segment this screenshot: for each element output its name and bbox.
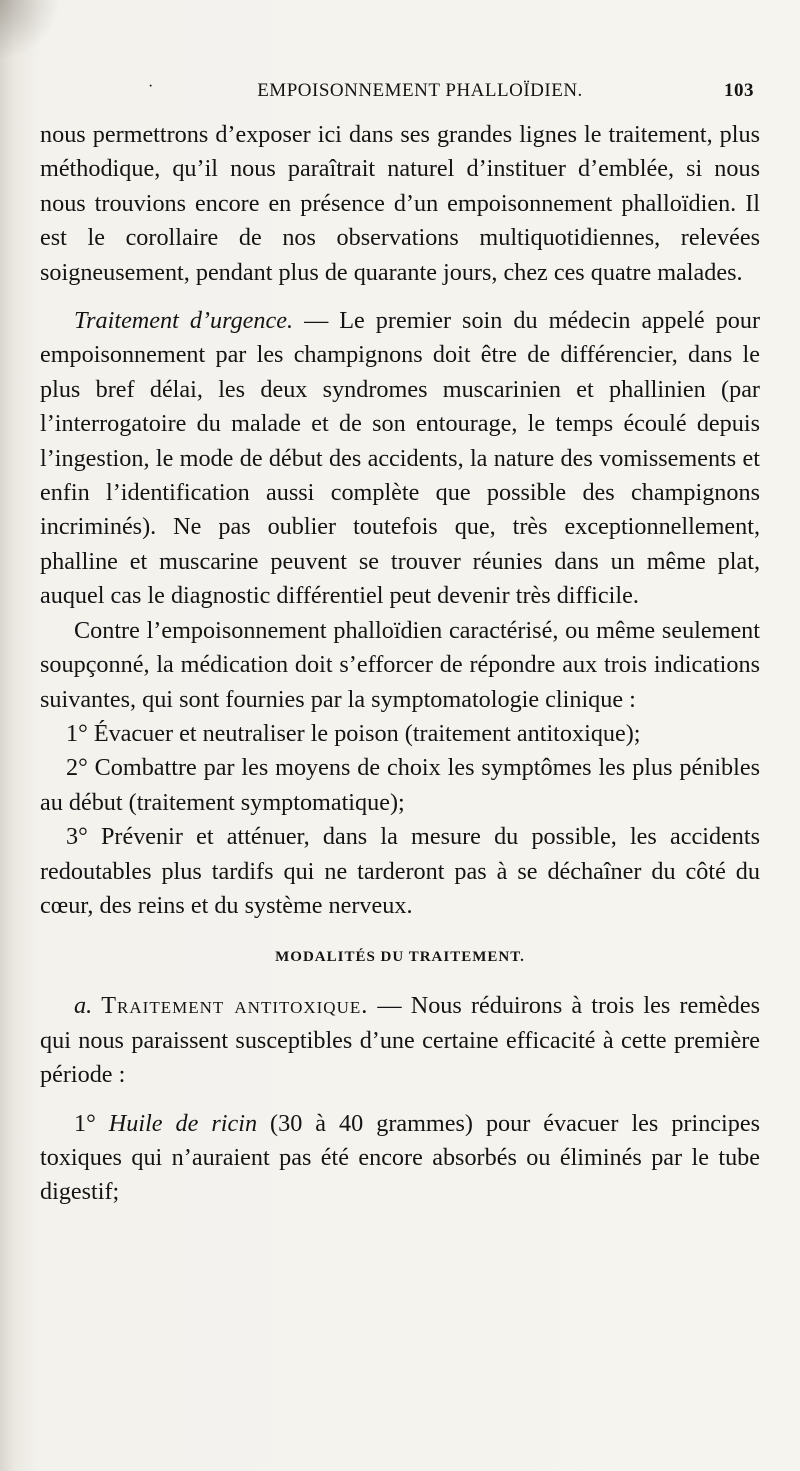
paragraph-indications: Contre l’empoisonnement phalloïdien caractérisé, ou même seulement soupçonné, la médication doit s’efforcer de répondre aux trois indications suivantes, qui sont fournies par la symptomatologie clinique : [40, 616, 760, 713]
running-title: EMPOISONNEMENT PHALLOÏDIEN. [257, 80, 583, 101]
paragraph-continuation: nous permettrons d’exposer ici dans ses grandes lignes le traitement, plus méthodique, qu’il nous paraîtrait naturel d’instituer d’emblée, si nous nous trouvions encore en présence d’un empoisonnement phalloïdien. Il est le corollaire de nos observations multiquotidiennes, relevées soigneusement, pendant plus de quarante jours, chez ces quatre malades. [40, 121, 760, 286]
urgence-title: Traitement d’urgence. [74, 307, 294, 335]
subsection-title: Traitement antitoxique. [101, 992, 369, 1020]
remedy-item-1 [40, 1107, 760, 1210]
urgence-text: — Le premier soin du médecin appelé pour empoisonnement par les champignons doit être de différencier, dans le plus bref délai, les deux syndromes muscarinien et phallinien (par l’interrogatoire du malade et de son entourage, le temps écoulé depuis l’ingestion, le mode de début des accidents, la nature des vomissements et enfin l’identification aussi complète que possible des champignons incriminés). Ne pas oublier toutefois que, très exceptionnellement, phalline et muscarine peuvent se trouver réunies dans un même plat, auquel cas le diagnostic différentiel peut devenir très difficile. [40, 307, 761, 610]
indication-item-3: 3° Prévenir et atténuer, dans la mesure du possible, les accidents redoutables plus tardifs qui ne tarderont pas à se déchaîner du côté du cœur, des reins et du système nerveux. [40, 823, 760, 919]
body-text [40, 118, 760, 1210]
remedy-text: (30 à 40 grammes) pour évacuer les principes toxiques qui n’auraient pas été encore absorbés ou éliminés par le tube digestif; [40, 1109, 760, 1206]
indication-item-1: 1° Évacuer et neutraliser le poison (traitement antitoxique); [66, 719, 641, 747]
remedy-name: Huile de ricin [108, 1109, 258, 1137]
paragraph-antitoxique [40, 989, 760, 1092]
page-number: 103 [724, 80, 754, 101]
running-header [40, 80, 760, 108]
page-corner-stain [0, 0, 60, 60]
subsection-text: — Nous réduirons à trois les remèdes qui nous paraissent susceptibles d’une certaine efficacité à cette première période : [40, 992, 761, 1089]
remedy-number: 1° [74, 1109, 109, 1137]
header-dot: · [148, 78, 154, 95]
subsection-letter: a. [74, 992, 93, 1020]
paragraph-urgence [40, 304, 760, 614]
section-heading: MODALITÉS DU TRAITEMENT. [275, 949, 525, 966]
indication-item-2: 2° Combattre par les moyens de choix les symptômes les plus pénibles au début (traitement symptomatique); [40, 754, 760, 816]
